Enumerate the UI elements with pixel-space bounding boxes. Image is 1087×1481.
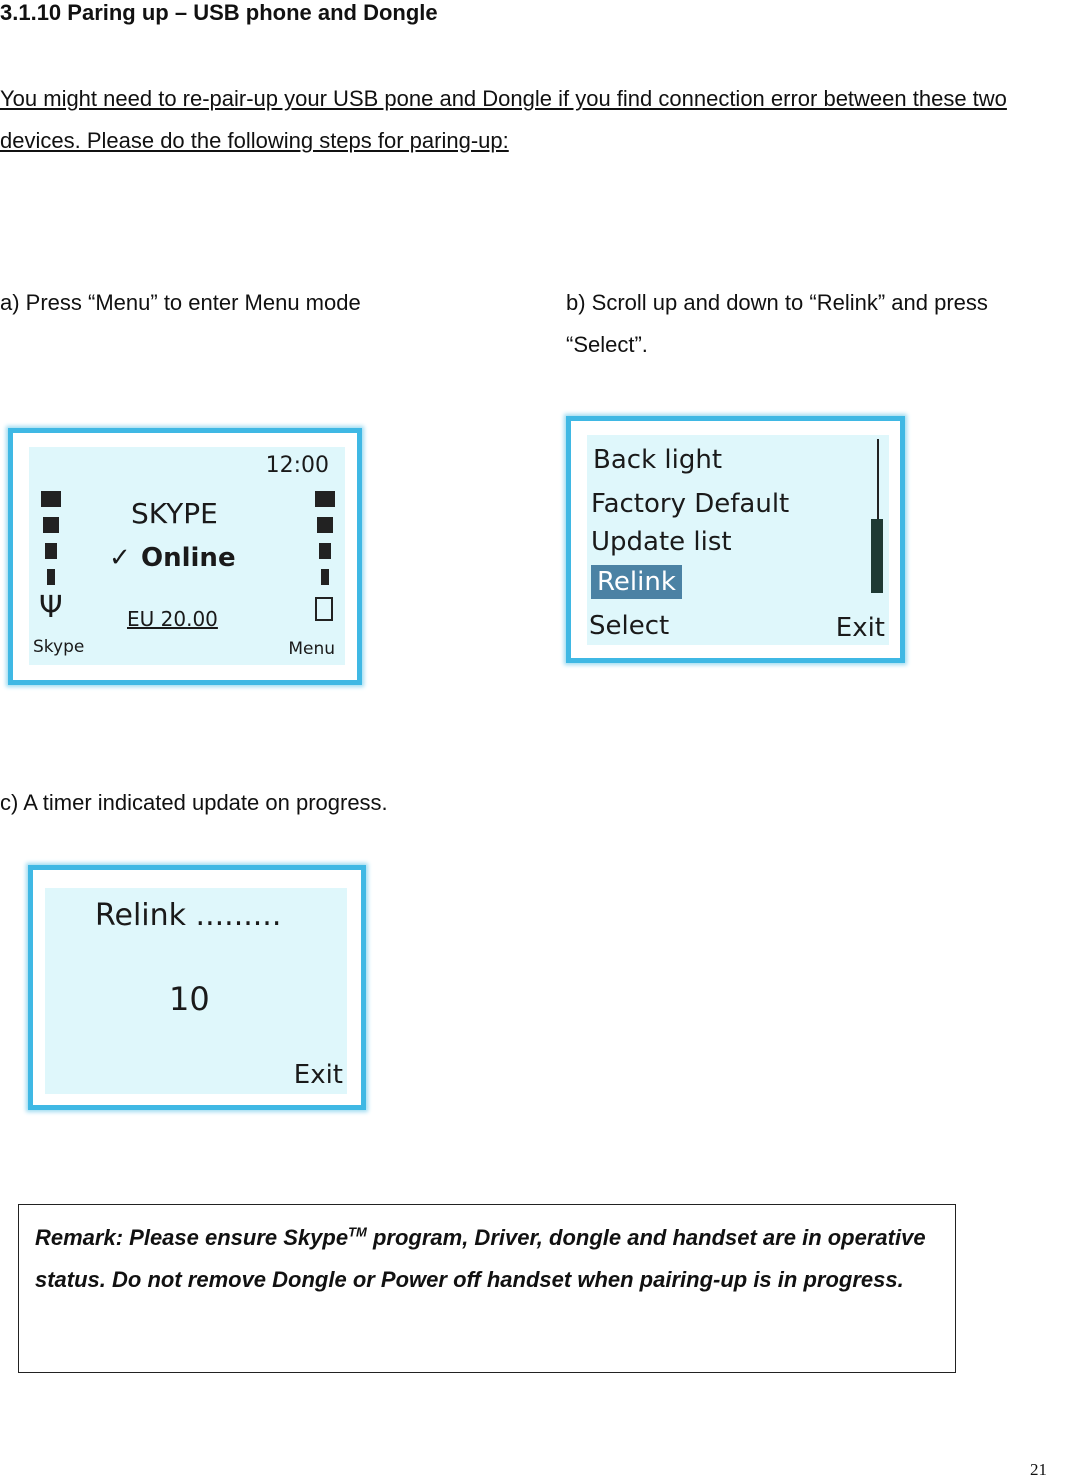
battery-bar-icon <box>315 491 335 507</box>
menu-icon <box>315 597 333 621</box>
signal-bar-icon <box>43 517 59 533</box>
screen-c-frame <box>28 865 366 1110</box>
softkey-menu[interactable]: Menu <box>288 639 335 659</box>
step-c-text: c) A timer indicated update on progress. <box>0 790 388 815</box>
app-name: SKYPE <box>131 497 218 530</box>
signal-bar-icon <box>41 491 61 507</box>
screen-b-display <box>587 435 889 645</box>
screen-c-display <box>45 888 347 1094</box>
status-text: Online <box>141 543 236 573</box>
screen-a-frame <box>8 428 362 685</box>
step-a-text: a) Press “Menu” to enter Menu mode <box>0 290 361 315</box>
menu-item-update-list[interactable]: Update list <box>591 527 732 557</box>
menu-item-back-light[interactable]: Back light <box>593 445 723 475</box>
countdown-timer: 10 <box>169 980 210 1018</box>
battery-bar-icon <box>317 517 333 533</box>
intro-paragraph: You might need to re-pair-up your USB pone and Dongle if you find connection error between these two devices. Please do the following steps for paring-up: <box>0 86 1007 153</box>
signal-bar-icon <box>45 543 57 559</box>
softkey-exit[interactable]: Exit <box>293 1060 343 1090</box>
remark-box <box>18 1204 956 1373</box>
battery-bar-icon <box>319 543 331 559</box>
trademark-mark: TM <box>348 1224 367 1240</box>
screen-b-frame <box>566 416 905 663</box>
menu-item-factory-default[interactable]: Factory Default <box>591 489 790 519</box>
balance-text: EU 20.00 <box>127 607 218 631</box>
page-number: 21 <box>1030 1460 1047 1479</box>
signal-bar-icon <box>47 569 55 585</box>
menu-item-relink[interactable]: Relink <box>591 565 682 599</box>
antenna-icon: Ψ <box>39 590 63 625</box>
softkey-select[interactable]: Select <box>589 611 670 641</box>
remark-text-prefix: Remark: Please ensure Skype <box>35 1225 349 1250</box>
check-icon: ✓ <box>109 543 131 573</box>
scrollbar-thumb[interactable] <box>871 519 883 593</box>
clock: 12:00 <box>265 453 329 478</box>
softkey-exit[interactable]: Exit <box>835 613 885 643</box>
remark-text-suffix: program, Driver, dongle and handset are in operative status. Do not remove Dongle or Power off handset when pairing-up is in progress. <box>35 1225 926 1292</box>
step-b-text: b) Scroll up and down to “Relink” and press “Select”. <box>566 290 988 357</box>
softkey-skype[interactable]: Skype <box>33 637 85 657</box>
section-heading: 3.1.10 Paring up – USB phone and Dongle <box>0 0 438 25</box>
battery-bar-icon <box>321 569 329 585</box>
scrollbar-track[interactable] <box>877 439 879 519</box>
relink-title: Relink ......... <box>95 898 282 933</box>
screen-a-display <box>29 447 345 665</box>
